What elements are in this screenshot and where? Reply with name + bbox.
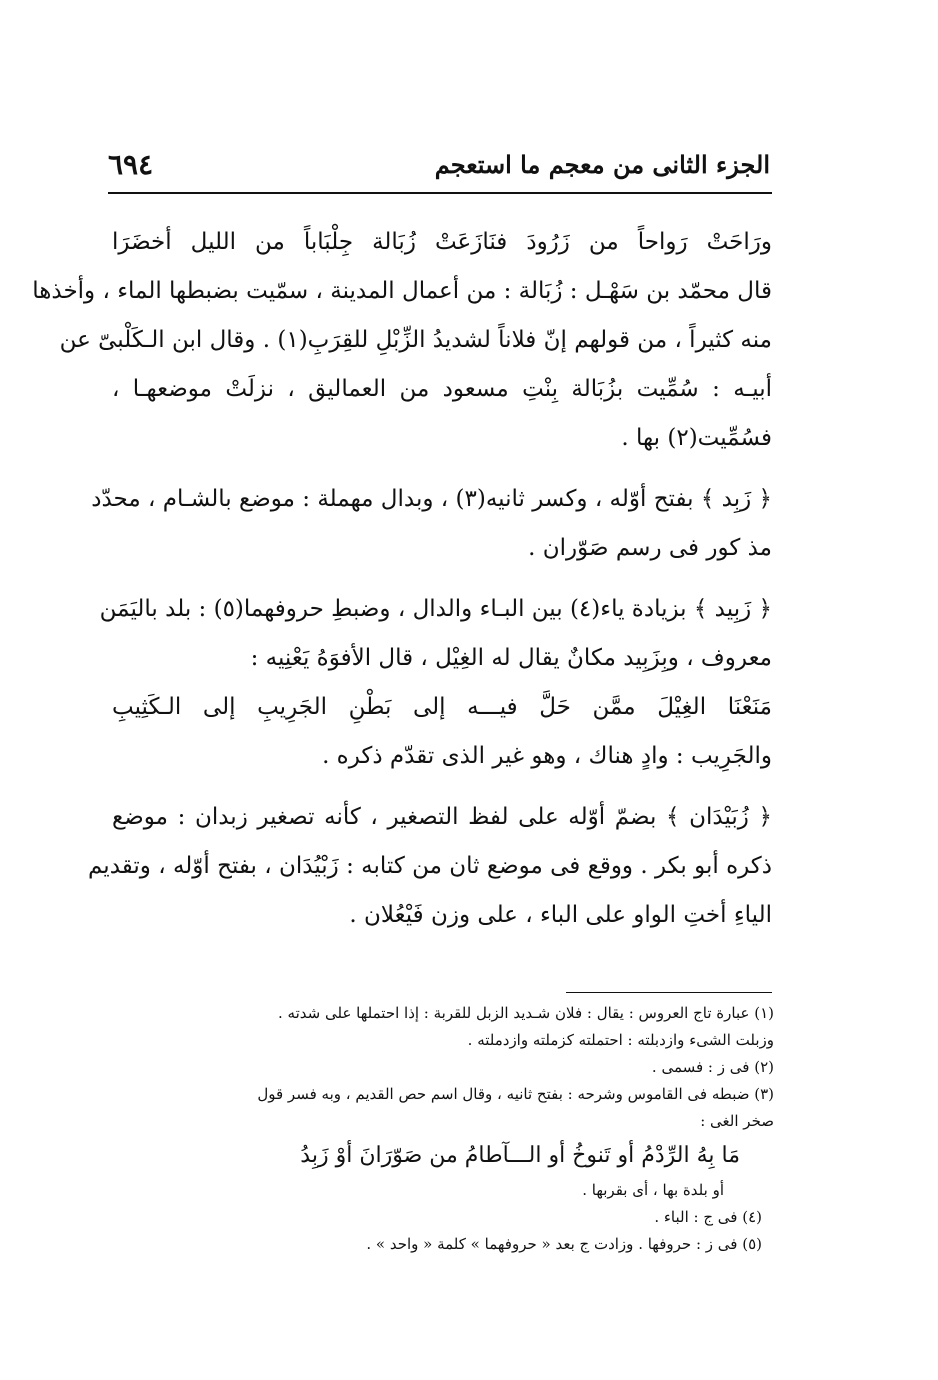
entry-zabeed-line: ﴿ زَبِيد ﴾ بزيادة ياء(٤) بين البـاء والدال ، وضبطِ حروفهما(٥) : بلد باليَمَن: [99, 596, 772, 622]
footnote-2: (٢) فى ز : فسمى .: [651, 1058, 774, 1076]
footnote-1-cont: وزبلت الشىء وازدبلته : احتملته كزملته وازدملته .: [467, 1031, 774, 1049]
text-line: والجَرِيب : وادٍ هناك ، وهو غير الذى تقدّم ذكره .: [322, 743, 772, 769]
entry-zabid-line: ﴿ زَبِد ﴾ بفتح أوّله ، وكسر ثانيه(٣) ، وبدال مهملة : موضع بالشـام ، محدّد: [91, 486, 772, 512]
entry-gap: [112, 463, 772, 475]
footnote-3: (٣) ضبطه فى القاموس وشرحه : بفتح ثانيه ، وقال اسم حص القديم ، وبه فسر قول: [257, 1085, 774, 1103]
footnote-3-cont: صخر الغى :: [700, 1112, 774, 1130]
text-line: الياءِ أختِ الواو على الباء ، على وزن فَيْعُلان .: [349, 902, 772, 928]
main-text: [32, 218, 772, 940]
text-line: منه كثيراً ، من قولهم إنّ فلاناً لشديدُ الزِّبْلِ للقِرَبِ(١) . وقال ابن الـكَلْبىّ عن: [59, 327, 772, 353]
page-header: [108, 140, 770, 188]
running-title: الجزء الثانى من معجم ما استعجم: [434, 149, 770, 179]
entry-gap: [112, 573, 772, 585]
footnote-rule: [566, 992, 772, 993]
text-line: معروف ، وبِزَبِيد مكانٌ يقال له الغِيْل ، قال الأفوَهُ يَعْنِيه :: [250, 645, 772, 671]
entry-zubaydan-line: ﴿ زُبَيْدَان ﴾ بضمّ أوّله على لفظ التصغير ، كأنه تصغير زبدان : موضع: [112, 804, 772, 830]
text-line: أبيـه : سُمِّيت بزُبَالة بِنْتِ مسعود من العماليق ، نزلَتْ موضعهـا ،: [112, 376, 772, 402]
footnote-3-tail: أو بلدة بها ، أى بقربها .: [582, 1181, 724, 1199]
verse-line: ورَاحَتْ رَواحاً من زَرُودَ فنَازَعَتْ زُبَالة جِلْبَاباً من الليل أخضَرَا: [112, 229, 772, 255]
text-line: مذ كور فى رسم صَوّران .: [528, 535, 772, 561]
text-line: ذكره أبو بكر . ووقع فى موضع ثان من كتابه : زَبْيُدَان ، بفتح أوّله ، وتقديم: [87, 853, 772, 879]
footnote-1: (١) عبارة تاج العروس : يقال : فلان شـديد الزبل للقربة : إذا احتملها على شدته .: [278, 1004, 774, 1022]
text-line: قال محمّد بن سَهْـل : زُبَالة : من أعمال المدينة ، سمّيت بضبطها الماء ، وأخذها: [32, 278, 772, 304]
entry-gap: [112, 781, 772, 793]
footnotes: [108, 1000, 774, 1258]
verse-line: مَنَعْنَا الغِيْلَ ممَّن حَلَّ فيـــه إلى بَطْنِ الجَرِيبِ إلى الـكَثِيبِ: [112, 694, 772, 720]
footnote-4: (٤) فى ج : الباء .: [654, 1208, 762, 1226]
footnote-5: (٥) فى ز : حروفها . وزادت ج بعد « حروفهما » كلمة « واحد » .: [366, 1235, 762, 1253]
header-rule: [108, 192, 772, 194]
footnote-3-verse: مَا بِهُ الرِّدْمُ أو تَنوخُ أو الـــآطامُ من صَوّرَانَ أوْ زَبِدُ: [300, 1143, 740, 1168]
text-line: فسُمِّيت(٢) بها .: [621, 425, 772, 451]
page-number: ٦٩٤: [108, 147, 154, 181]
